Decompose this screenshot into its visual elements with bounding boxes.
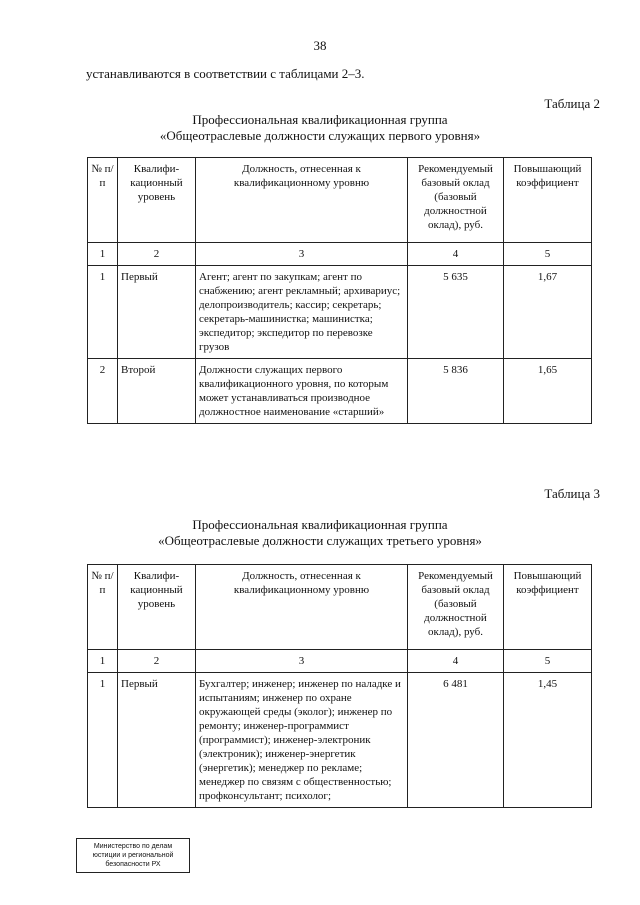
colnum: 4	[408, 650, 504, 673]
header-coef: Повышающий коэффициент	[504, 565, 592, 650]
row-coef: 1,45	[504, 673, 592, 808]
row-salary: 5 635	[408, 266, 504, 359]
colnum: 1	[88, 650, 118, 673]
table3-label: Таблица 3	[544, 486, 600, 501]
header-salary: Рекомендуемый базовый оклад (базовый должностной оклад), руб.	[408, 565, 504, 650]
row-num: 2	[88, 359, 118, 424]
colnum: 4	[408, 243, 504, 266]
row-level: Первый	[118, 266, 196, 359]
table-row	[88, 266, 592, 359]
table3	[87, 564, 592, 808]
header-positions: Должность, отнесенная к квалификационному уровню	[196, 565, 408, 650]
registration-stamp	[76, 838, 190, 873]
table3-title-line1: Профессиональная квалификационная группа	[192, 517, 448, 532]
colnum: 3	[196, 243, 408, 266]
header-positions: Должность, отнесенная к квалификационному уровню	[196, 158, 408, 243]
table2-header-row	[88, 158, 592, 243]
row-level: Первый	[118, 673, 196, 808]
table2-title	[0, 112, 640, 144]
stamp-line2: юстиции и региональной	[92, 852, 174, 859]
row-coef: 1,65	[504, 359, 592, 424]
table3-title	[0, 517, 640, 549]
header-coef: Повышающий коэффициент	[504, 158, 592, 243]
table2-title-line1: Профессиональная квалификационная группа	[192, 112, 448, 127]
colnum: 2	[118, 650, 196, 673]
row-level: Второй	[118, 359, 196, 424]
stamp-line3: безопасности РХ	[105, 861, 161, 868]
header-salary: Рекомендуемый базовый оклад (базовый должностной оклад), руб.	[408, 158, 504, 243]
stamp-line1: Министерство по делам	[93, 843, 173, 850]
page-number: 38	[313, 38, 327, 53]
header-num: № п/п	[88, 158, 118, 243]
row-salary: 6 481	[408, 673, 504, 808]
header-level: Квалифи-кационный уровень	[118, 565, 196, 650]
row-salary: 5 836	[408, 359, 504, 424]
header-num: № п/п	[88, 565, 118, 650]
table-row	[88, 673, 592, 808]
header-level: Квалифи-кационный уровень	[118, 158, 196, 243]
row-positions: Бухгалтер; инженер; инженер по наладке и испытаниям; инженер по охране окружающей среды (эколог); инженер по ремонту; инженер-программист (программист); инженер-электроник (электроник); инженер-энергетик (энергетик); менеджер по рекламе; менеджер по связям с общественностью; профконсультант; психолог;	[196, 673, 408, 808]
table3-header-row	[88, 565, 592, 650]
colnum: 1	[88, 243, 118, 266]
row-num: 1	[88, 673, 118, 808]
table2-title-line2: «Общеотраслевые должности служащих первого уровня»	[159, 128, 481, 143]
row-positions: Агент; агент по закупкам; агент по снабжению; агент рекламный; архивариус; делопроизводитель; кассир; секретарь; секретарь-машинистка; машинистка; экспедитор; экспедитор по перевозке грузов	[196, 266, 408, 359]
table2	[87, 157, 592, 424]
row-num: 1	[88, 266, 118, 359]
table3-colnum-row	[88, 650, 592, 673]
colnum: 2	[118, 243, 196, 266]
colnum: 5	[504, 650, 592, 673]
table-row	[88, 359, 592, 424]
table2-label: Таблица 2	[544, 96, 600, 111]
colnum: 3	[196, 650, 408, 673]
table2-colnum-row	[88, 243, 592, 266]
colnum: 5	[504, 243, 592, 266]
row-positions: Должности служащих первого квалификационного уровня, по которым может устанавливаться производное должностное наименование «старший»	[196, 359, 408, 424]
intro-text: устанавливаются в соответствии с таблицами 2–3.	[86, 66, 365, 81]
table3-title-line2: «Общеотраслевые должности служащих третьего уровня»	[158, 533, 482, 548]
row-coef: 1,67	[504, 266, 592, 359]
